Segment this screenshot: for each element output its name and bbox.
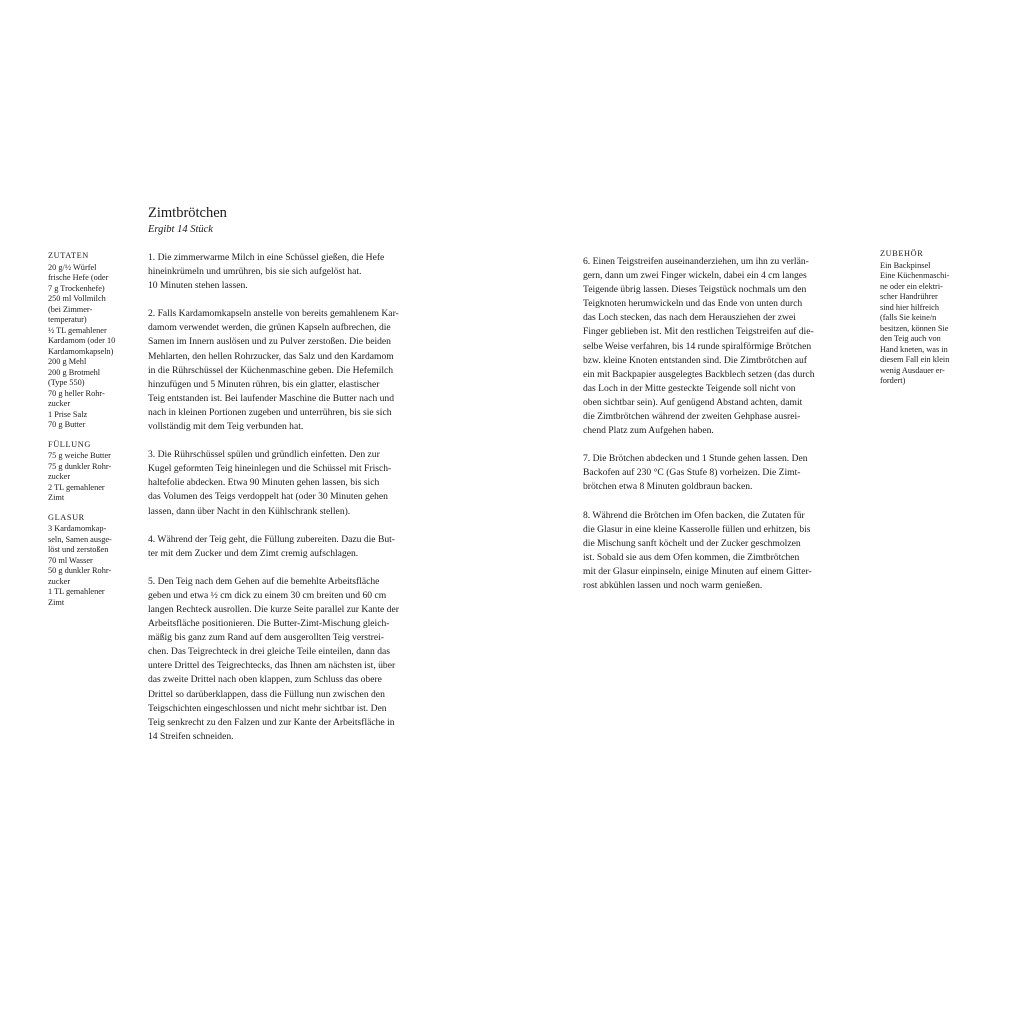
step-text-line: chend Platz zum Aufgehen haben. [583, 425, 714, 437]
step-text-line: das zweite Drittel nach oben klappen, zum Schluss das obere [148, 674, 382, 686]
step-text-line: chen. Das Teigrechteck in drei gleiche Teile einteilen, dann das [148, 646, 391, 658]
step-text-line: 2. Falls Kardamomkapseln anstelle von bereits gemahlenem Kar- [148, 308, 399, 320]
step-text-line: mäßig bis ganz zum Rand auf dem ausgerollten Teig verstrei- [148, 632, 384, 644]
step-text-line: ist. Sobald sie aus dem Ofen kommen, die Zimtbrötchen [583, 551, 800, 563]
equipment-line: ne oder ein elektri- [880, 281, 943, 291]
step-text-line: die Zimtbrötchen während der zweiten Gehphase ausrei- [583, 411, 801, 423]
step-text-line: Arbeitsfläche positionieren. Die Butter-Zimt-Mischung gleich- [148, 618, 390, 630]
step-text-line: Drittel so darüberklappen, dass die Füllung nun zwischen den [148, 688, 385, 700]
step-text-line: Backofen auf 230 °C (Gas Stufe 8) vorheizen. Die Zimt- [583, 467, 801, 479]
step-text-line: Teig senkrecht zu den Falzen und zur Kante der Arbeitsfläche in [148, 716, 395, 728]
ingredient-item [48, 483, 144, 504]
equipment-line: (falls Sie keine/n [880, 313, 937, 322]
step-text-line: 6. Einen Teigstreifen auseinanderziehen, um ihn zu verlän- [583, 256, 809, 267]
step-text-line: in die Rührschüssel der Küchenmaschine geben. Die Hefemilch [148, 364, 394, 376]
ingredient-line: 200 g Mehl [48, 357, 87, 366]
step-text-line: 10 Minuten stehen lassen. [148, 280, 248, 292]
ingredient-line: 2 TL gemahlener [48, 482, 105, 492]
step-text-line: hinzufügen und 5 Minuten rühren, bis ein glatter, elastischer [148, 378, 380, 390]
ingredient-line: 20 g/½ Würfel [48, 262, 97, 272]
equipment-line: Ein Backpinsel [880, 260, 931, 270]
step-text-line: bzw. kleine Knoten entstanden sind. Die Zimtbrötchen auf [583, 354, 807, 366]
ingredient-line: temperatur) [48, 315, 87, 324]
ingredient-line: löst und zerstoßen [48, 545, 109, 554]
step-text-line: langen Rechteck ausrollen. Die kurze Seite parallel zur Kante der [148, 603, 399, 615]
ingredient-line: 7 g Trockenhefe) [48, 283, 105, 293]
step-text-line: 7. Die Brötchen abdecken und 1 Stunde gehen lassen. Den [583, 453, 808, 465]
ingredient-section [48, 513, 144, 609]
recipe-step [148, 251, 453, 293]
step-text-line: gern, dann um zwei Finger wickeln, dabei ein 4 cm langes [583, 270, 807, 282]
ingredient-line: Kardamom (oder 10 [48, 336, 116, 345]
equipment-line: Hand kneten, was in [880, 344, 948, 354]
step-text-line: ter mit dem Zucker und dem Zimt cremig aufschlagen. [148, 547, 359, 559]
ingredient-section [48, 440, 144, 504]
step-text-line: brötchen etwa 8 Minuten goldbraun backen. [583, 481, 753, 493]
ingredient-line: (Type 550) [48, 378, 85, 387]
step-text-line: 8. Während die Brötchen im Ofen backen, die Zutaten für [583, 509, 805, 521]
ingredient-line: frische Hefe (oder [48, 273, 109, 282]
ingredient-line: zucker [48, 472, 71, 481]
step-text-line: 1. Die zimmerwarme Milch in eine Schüssel gießen, die Hefe [148, 252, 385, 263]
step-text-line: vollständig mit dem Teig verbunden hat. [148, 421, 304, 433]
equipment-heading: ZUBEHÖR [880, 249, 924, 258]
step-text-line: das Loch stecken, das nach dem Herausziehen der zwei [583, 312, 796, 324]
step-text-line: 5. Den Teig nach dem Gehen auf die bemehlte Arbeitsfläche [148, 575, 380, 587]
ingredient-item [48, 462, 144, 483]
equipment-line: besitzen, können Sie [880, 323, 949, 333]
ingredient-item [48, 357, 144, 368]
ingredient-item [48, 566, 144, 587]
step-text-line: die Glasur in eine kleine Kasserolle füllen und erhitzen, bis [583, 523, 811, 535]
step-text-line: damom verwendet werden, die grünen Kapseln aufbrechen, die [148, 322, 391, 334]
recipe-yield: Ergibt 14 Stück [148, 224, 213, 235]
recipe-step [148, 575, 453, 744]
recipe-step [148, 448, 453, 518]
ingredient-line: 70 g heller Rohr- [48, 388, 105, 398]
ingredient-line: (bei Zimmer- [48, 304, 93, 314]
ingredient-line: 50 g dunkler Rohr- [48, 566, 112, 575]
equipment-line: sind hier hilfreich [880, 302, 939, 312]
ingredient-line: Zimt [48, 597, 65, 607]
ingredient-item [48, 389, 144, 410]
recipe-step [583, 452, 863, 494]
step-text-line: Mehlarten, den hellen Rohrzucker, das Salz und den Kardamom [148, 350, 394, 362]
ingredient-line: seln, Samen ausge- [48, 534, 112, 544]
equipment-line: den Teig auch von [880, 334, 941, 343]
step-text-line: 14 Streifen schneiden. [148, 730, 234, 742]
ingredient-line: zucker [48, 576, 71, 586]
ingredient-section-heading: FÜLLUNG [48, 439, 91, 449]
ingredient-line: 3 Kardamomkap- [48, 524, 107, 533]
ingredient-line: 75 g dunkler Rohr- [48, 461, 112, 471]
equipment-list [880, 261, 980, 387]
step-text-line: untere Drittel des Teigrechtecks, das Ihnen am nächsten ist, über [148, 660, 396, 672]
step-text-line: Kugel geformten Teig hineinlegen und die Schüssel mit Frisch- [148, 463, 392, 475]
step-text-line: nach in kleinen Portionen zugeben und unterrühren, bis sie sich [148, 406, 392, 418]
ingredient-item [48, 294, 144, 326]
ingredient-item [48, 410, 144, 421]
step-text-line: geben und etwa ½ cm dick zu einem 30 cm breiten und 60 cm [148, 589, 387, 601]
step-text-line: das Volumen des Teigs verdoppelt hat (oder 30 Minuten gehen [148, 491, 388, 503]
step-text-line: Teigknoten herumwickeln und das Ende von unten durch [583, 298, 803, 310]
step-text-line: Teigende übrig lassen. Dieses Teigstück nochmals um den [583, 284, 807, 296]
steps-column-right [583, 255, 863, 607]
ingredient-line: Zimt [48, 493, 65, 502]
ingredient-line: 70 g Butter [48, 420, 86, 429]
ingredient-item [48, 587, 144, 608]
ingredient-line: ½ TL gemahlener [48, 325, 107, 335]
step-text-line: oben sichtbar sein). Auf genügend Abstand achten, damit [583, 396, 803, 408]
step-text-line: selbe Weise verfahren, bis 14 runde spiralförmige Brötchen [583, 340, 812, 352]
recipe-step [148, 307, 453, 434]
ingredient-line: zucker [48, 399, 71, 408]
step-text-line: die Mischung sanft köchelt und der Zucker geschmolzen [583, 537, 801, 549]
step-text-line: hineinkrümeln und umrühren, bis sie sich aufgelöst hat. [148, 266, 362, 278]
step-text-line: 4. Während der Teig geht, die Füllung zubereiten. Dazu die But- [148, 533, 396, 545]
ingredient-section-heading: ZUTATEN [48, 251, 89, 260]
ingredient-item [48, 451, 144, 462]
step-text-line: Teigschichten eingeschlossen und nicht mehr sichtbar ist. Den [148, 702, 387, 714]
ingredient-line: 1 TL gemahlener [48, 587, 105, 596]
step-text-line: 3. Die Rührschüssel spülen und gründlich einfetten. Den zur [148, 449, 380, 461]
step-text-line: lassen, dann über Nacht in den Kühlschrank stellen). [148, 505, 351, 517]
ingredient-line: 200 g Brotmehl [48, 367, 101, 377]
equipment-line: diesem Fall ein klein [880, 355, 950, 364]
step-text-line: rost abkühlen lassen und noch warm genießen. [583, 579, 763, 591]
step-text-line: mit der Glasur einpinseln, einige Minuten auf einem Gitter- [583, 565, 812, 577]
equipment-sidebar [880, 249, 980, 387]
ingredient-line: 1 Prise Salz [48, 409, 88, 419]
ingredient-item [48, 420, 144, 431]
recipe-step [148, 533, 453, 561]
step-text-line: das Loch in der Mitte gesteckte Teigende soll nicht von [583, 382, 796, 394]
recipe-title: Zimtbrötchen [148, 205, 227, 221]
recipe-step [583, 255, 863, 438]
equipment-line: Eine Küchenmaschi- [880, 271, 950, 280]
steps-column-left [148, 251, 453, 758]
recipe-step [583, 509, 863, 594]
ingredient-line: 75 g weiche Butter [48, 451, 111, 460]
ingredient-line: 250 ml Vollmilch [48, 294, 106, 303]
step-text-line: Teig entstanden ist. Bei laufender Maschine die Butter nach und [148, 392, 395, 404]
step-text-line: Finger geblieben ist. Mit den restlichen Teigstreifen auf die- [583, 326, 814, 338]
equipment-line: scher Handrührer [880, 292, 938, 301]
ingredient-item [48, 263, 144, 295]
ingredient-item [48, 368, 144, 389]
ingredient-line: Kardamomkapseln) [48, 346, 114, 356]
ingredients-column [48, 251, 144, 617]
ingredient-item [48, 326, 144, 358]
ingredient-item [48, 524, 144, 556]
step-text-line: haltefolie abdecken. Etwa 90 Minuten gehen lassen, bis sich [148, 477, 380, 489]
step-text-line: ein mit Backpapier ausgelegtes Backblech setzen (das durch [583, 368, 815, 380]
ingredient-item [48, 556, 144, 567]
ingredient-line: 70 ml Wasser [48, 555, 93, 565]
ingredient-section-heading: GLASUR [48, 512, 85, 522]
ingredient-section [48, 251, 144, 431]
equipment-line: wenig Ausdauer er- [880, 365, 945, 375]
step-text-line: Samen im Innern auslösen und zu Pulver zerstoßen. Die beiden [148, 336, 391, 348]
equipment-line: fordert) [880, 376, 906, 385]
